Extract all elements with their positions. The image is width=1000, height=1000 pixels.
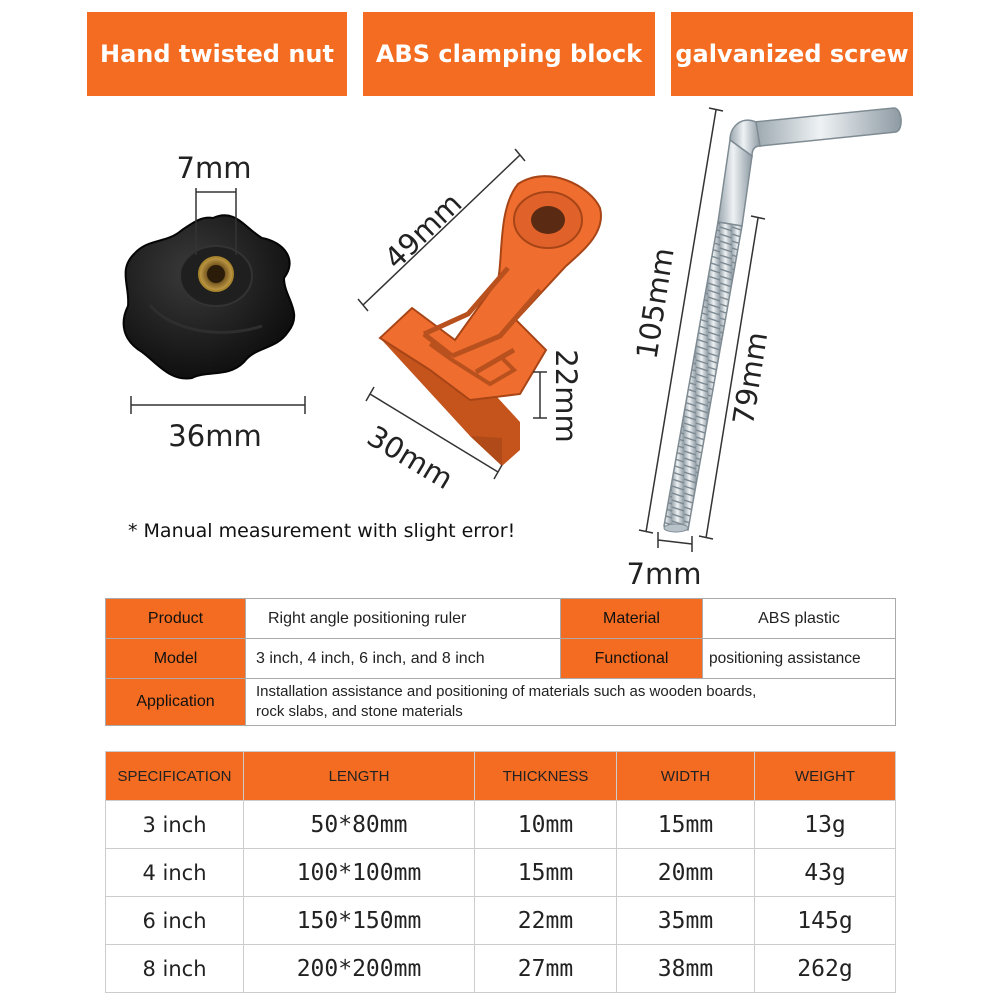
material-label: Material (561, 599, 703, 639)
spec-thickness: 15mm (475, 849, 617, 897)
application-line-2: rock slabs, and stone materials (256, 703, 463, 720)
block-length-dimension: 49mm (377, 186, 469, 276)
spec-size: 6 inch (106, 897, 244, 945)
material-value: ABS plastic (703, 599, 896, 639)
model-label: Model (106, 639, 246, 679)
spec-header-width: WIDTH (617, 752, 755, 801)
spec-header-row (106, 752, 896, 801)
spec-header-weight: WEIGHT (755, 752, 896, 801)
header-block: ABS clamping block (363, 12, 655, 96)
info-row-product (106, 599, 896, 639)
model-value: 3 inch, 4 inch, 6 inch, and 8 inch (246, 639, 561, 679)
spec-size: 8 inch (106, 945, 244, 993)
screw-length-dimension: 105mm (629, 245, 681, 362)
nut-width-dimension: 36mm (168, 419, 262, 453)
spec-width: 15mm (617, 801, 755, 849)
header-screw: galvanized screw (671, 12, 913, 96)
spec-length: 100*100mm (244, 849, 475, 897)
product-value: Right angle positioning ruler (246, 599, 561, 639)
application-value (246, 679, 896, 726)
product-info-table (105, 598, 896, 726)
spec-weight: 145g (755, 897, 896, 945)
table-row (106, 945, 896, 993)
header-nut: Hand twisted nut (87, 12, 347, 96)
block-width-dimension: 30mm (361, 418, 459, 497)
spec-thickness: 10mm (475, 801, 617, 849)
spec-weight: 43g (755, 849, 896, 897)
screw-diameter-dimension: 7mm (626, 557, 702, 591)
product-label: Product (106, 599, 246, 639)
spec-weight: 13g (755, 801, 896, 849)
knob-nut (124, 215, 295, 378)
spec-size: 4 inch (106, 849, 244, 897)
spec-header-thickness: THICKNESS (475, 752, 617, 801)
spec-header-specification: SPECIFICATION (106, 752, 244, 801)
functional-label: Functional (561, 639, 703, 679)
info-row-model (106, 639, 896, 679)
spec-weight: 262g (755, 945, 896, 993)
spec-length: 50*80mm (244, 801, 475, 849)
spec-length: 200*200mm (244, 945, 475, 993)
table-row (106, 849, 896, 897)
spec-thickness: 27mm (475, 945, 617, 993)
block-height-dimension: 22mm (549, 349, 583, 443)
spec-width: 20mm (617, 849, 755, 897)
spec-size: 3 inch (106, 801, 244, 849)
l-screw (664, 108, 901, 532)
spec-width: 38mm (617, 945, 755, 993)
specification-table (105, 751, 896, 993)
spec-length: 150*150mm (244, 897, 475, 945)
measurement-note: * Manual measurement with slight error! (128, 520, 516, 542)
application-line-1: Installation assistance and positioning of materials such as wooden boards, (256, 683, 757, 700)
application-label: Application (106, 679, 246, 726)
table-row (106, 801, 896, 849)
spec-thickness: 22mm (475, 897, 617, 945)
nut-hole-dimension: 7mm (176, 151, 252, 185)
info-row-application (106, 679, 896, 726)
screw-thread-dimension: 79mm (726, 329, 775, 428)
table-row (106, 897, 896, 945)
spec-width: 35mm (617, 897, 755, 945)
spec-header-length: LENGTH (244, 752, 475, 801)
functional-value: positioning assistance (703, 639, 896, 679)
